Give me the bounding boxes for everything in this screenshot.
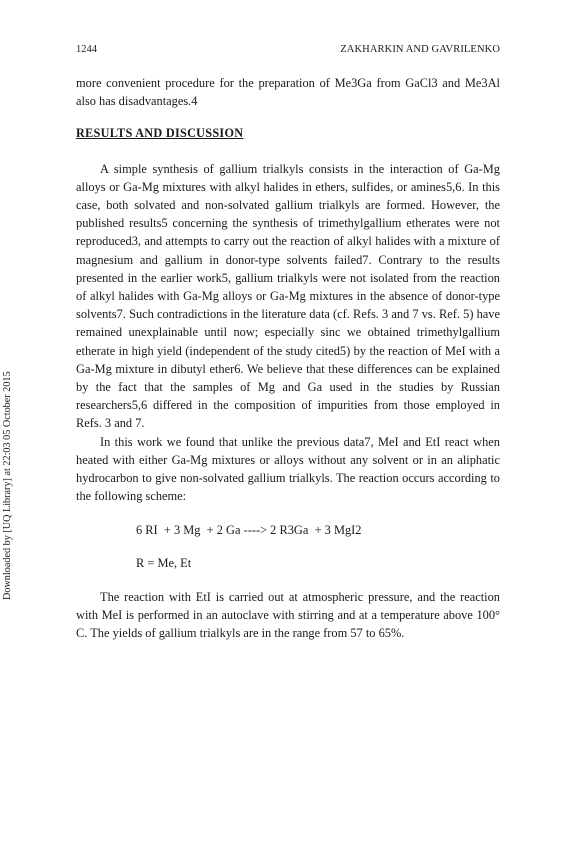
download-watermark-text: Downloaded by [UQ Library] at 22:03 05 October 2015 <box>2 371 13 600</box>
intro-fragment: more convenient procedure for the preparation of Me3Ga from GaCl3 and Me3Al also has disadvantages.4 <box>76 76 500 109</box>
reaction-scheme: 6 RI + 3 Mg + 2 Ga ----> 2 R3Ga + 3 MgI2 <box>136 523 362 538</box>
section-heading: RESULTS AND DISCUSSION <box>76 126 244 141</box>
paragraph-3: The reaction with EtI is carried out at atmospheric pressure, and the reaction with MeI is performed in an autoclave with stirring and at a temperature above 100° C. The yields of gallium trialkyls are in the range from 57 to 65%. <box>76 589 500 641</box>
page-number: 1244 <box>76 44 97 55</box>
paragraph-2: In this work we found that unlike the previous data7, MeI and EtI react when heated with either Ga-Mg mixtures or alloys without any solvent or in an aliphatic hydrocarbon to give non-solvated gallium trialkyls. The reaction occurs according to the following scheme: <box>76 434 500 504</box>
paragraph-1: A simple synthesis of gallium trialkyls consists in the interaction of Ga-Mg alloys or Ga-Mg mixtures with alkyl halides in ethers, sulfides, or amines5,6. In this case, both solvated and non-solvated gallium trialkyls are formed. However, the published results5 concerning the synthesis of trimethylgallium etherates were not reproduced3, and attempts to carry out the reaction of alkyl halides with a mixture of magnesium and gallium in donor-type solvents failed7. Contrary to the results presented in the earlier work5, gallium trialkyls were not isolated from the reaction of alkyl halides with Ga-Mg alloys or Ga-Mg mixtures in the absence of donor-type solvents7. Such contradictions in the literature data (cf. Refs. 3 and 7 vs. Ref. 5) have remained unexplainable until now; especially sinc we obtained trimethylgallium etherate in high yield (independent of the study cited5) by the reaction of MeI with a Ga-Mg mixture in dibutyl ether6. We believe that these differences can be explained by the fact that the samples of Mg and Ga used in the studies by Russian researchers5,6 differed in the composition of impurities from those employed in Refs. 3 and 7. <box>76 161 500 431</box>
article-body <box>76 74 500 642</box>
running-head: ZAKHARKIN AND GAVRILENKO <box>340 44 500 55</box>
page-header <box>76 44 500 58</box>
r-definition: R = Me, Et <box>136 555 192 570</box>
